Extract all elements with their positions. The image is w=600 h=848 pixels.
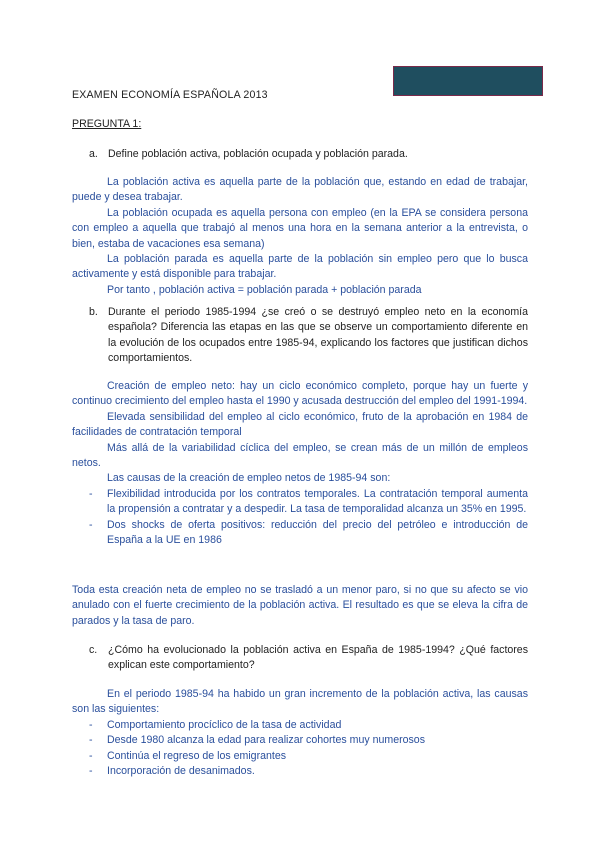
- question-a: [72, 147, 528, 162]
- answer-paragraph: Toda esta creación neta de empleo no se trasladó a un menor paro, si no que su afecto se vio anulado con el fuerte crecimiento de la población activa. El resultado es que se eleva la cifra de parados y la tasa de paro.: [72, 584, 528, 627]
- question-heading: PREGUNTA 1:: [72, 118, 142, 130]
- question-marker: b.: [89, 306, 98, 318]
- question-text: Durante el periodo 1985-1994 ¿se creó o se destruyó empleo neto en la economía española? Diferencia las etapas en las que se observe un comportamiento diferente en la evolución de los ocupados entre 1985-94, explicando los factores que justifican dichos comportamientos.: [108, 306, 528, 365]
- list-item: [72, 518, 528, 549]
- list-item: [72, 718, 528, 733]
- list-item: [72, 764, 528, 779]
- bullet-dash: -: [89, 749, 93, 762]
- conclusion-b: [72, 583, 528, 629]
- list-item-text: Dos shocks de oferta positivos: reducción del precio del petróleo e introducción de España a la UE en 1986: [107, 518, 528, 547]
- list-item: [72, 749, 528, 764]
- list-item: [72, 733, 528, 748]
- list-item: [72, 487, 528, 518]
- list-item-text: Continúa el regreso de los emigrantes: [107, 749, 287, 762]
- bullet-dash: -: [89, 487, 93, 500]
- list-item-text: Incorporación de desanimados.: [107, 765, 255, 778]
- answer-paragraph: Las causas de la creación de empleo netos de 1985-94 son:: [107, 472, 391, 485]
- bullet-dash: -: [89, 765, 93, 778]
- question-b: [72, 305, 528, 367]
- answer-paragraph: La población ocupada es aquella persona con empleo (en la EPA se considera persona con empleo a aquella que trabajó al menos una hora en la semana anterior a la entrevista, o bien, estaba de vacaciones esa semana): [72, 206, 528, 250]
- question-marker: c.: [89, 644, 98, 656]
- question-c: [72, 643, 528, 674]
- bullet-dash: -: [89, 734, 93, 747]
- question-text: Define población activa, población ocupada y población parada.: [108, 148, 408, 160]
- answer-paragraph: Creación de empleo neto: hay un ciclo económico completo, porque hay un fuerte y continuo crecimiento del empleo hasta el 1990 y acusada destrucción del empleo del 1991-1994.: [72, 380, 528, 408]
- answer-a: [72, 175, 528, 298]
- answer-paragraph: Elevada sensibilidad del empleo al ciclo económico, fruto de la aprobación en 1984 de facilidades de contratación temporal: [72, 410, 528, 439]
- question-marker: a.: [89, 148, 98, 160]
- answer-paragraph: En el periodo 1985-94 ha habido un gran incremento de la población activa, las causas son las siguientes:: [72, 688, 528, 716]
- list-item-text: Comportamiento procíclico de la tasa de actividad: [107, 718, 342, 731]
- bullet-dash: -: [89, 718, 93, 731]
- answer-b: [72, 379, 528, 548]
- bullet-dash: -: [89, 518, 93, 531]
- answer-paragraph: La población parada es aquella parte de la población sin empleo pero que lo busca activamente y está disponible para trabajar.: [72, 253, 528, 281]
- header-color-box: [393, 66, 543, 96]
- question-text: ¿Cómo ha evolucionado la población activa en España de 1985-1994? ¿Qué factores explican este comportamiento?: [108, 644, 528, 672]
- answer-paragraph: La población activa es aquella parte de la población que, estando en edad de trabajar, puede y desea trabajar.: [72, 176, 528, 204]
- document-title: EXAMEN ECONOMÍA ESPAÑOLA 2013: [72, 89, 268, 101]
- list-item-text: Flexibilidad introducida por los contratos temporales. La contratación temporal aumenta la propensión a contratar y a despedir. La tasa de temporalidad alcanza un 35% en 1995.: [107, 487, 528, 516]
- list-item-text: Desde 1980 alcanza la edad para realizar cohortes muy numerosos: [107, 734, 425, 747]
- answer-paragraph: Más allá de la variabilidad cíclica del empleo, se crean más de un millón de empleos netos.: [72, 441, 528, 470]
- answer-c: [72, 687, 528, 779]
- answer-paragraph: Por tanto , población activa = población parada + población parada: [107, 283, 422, 296]
